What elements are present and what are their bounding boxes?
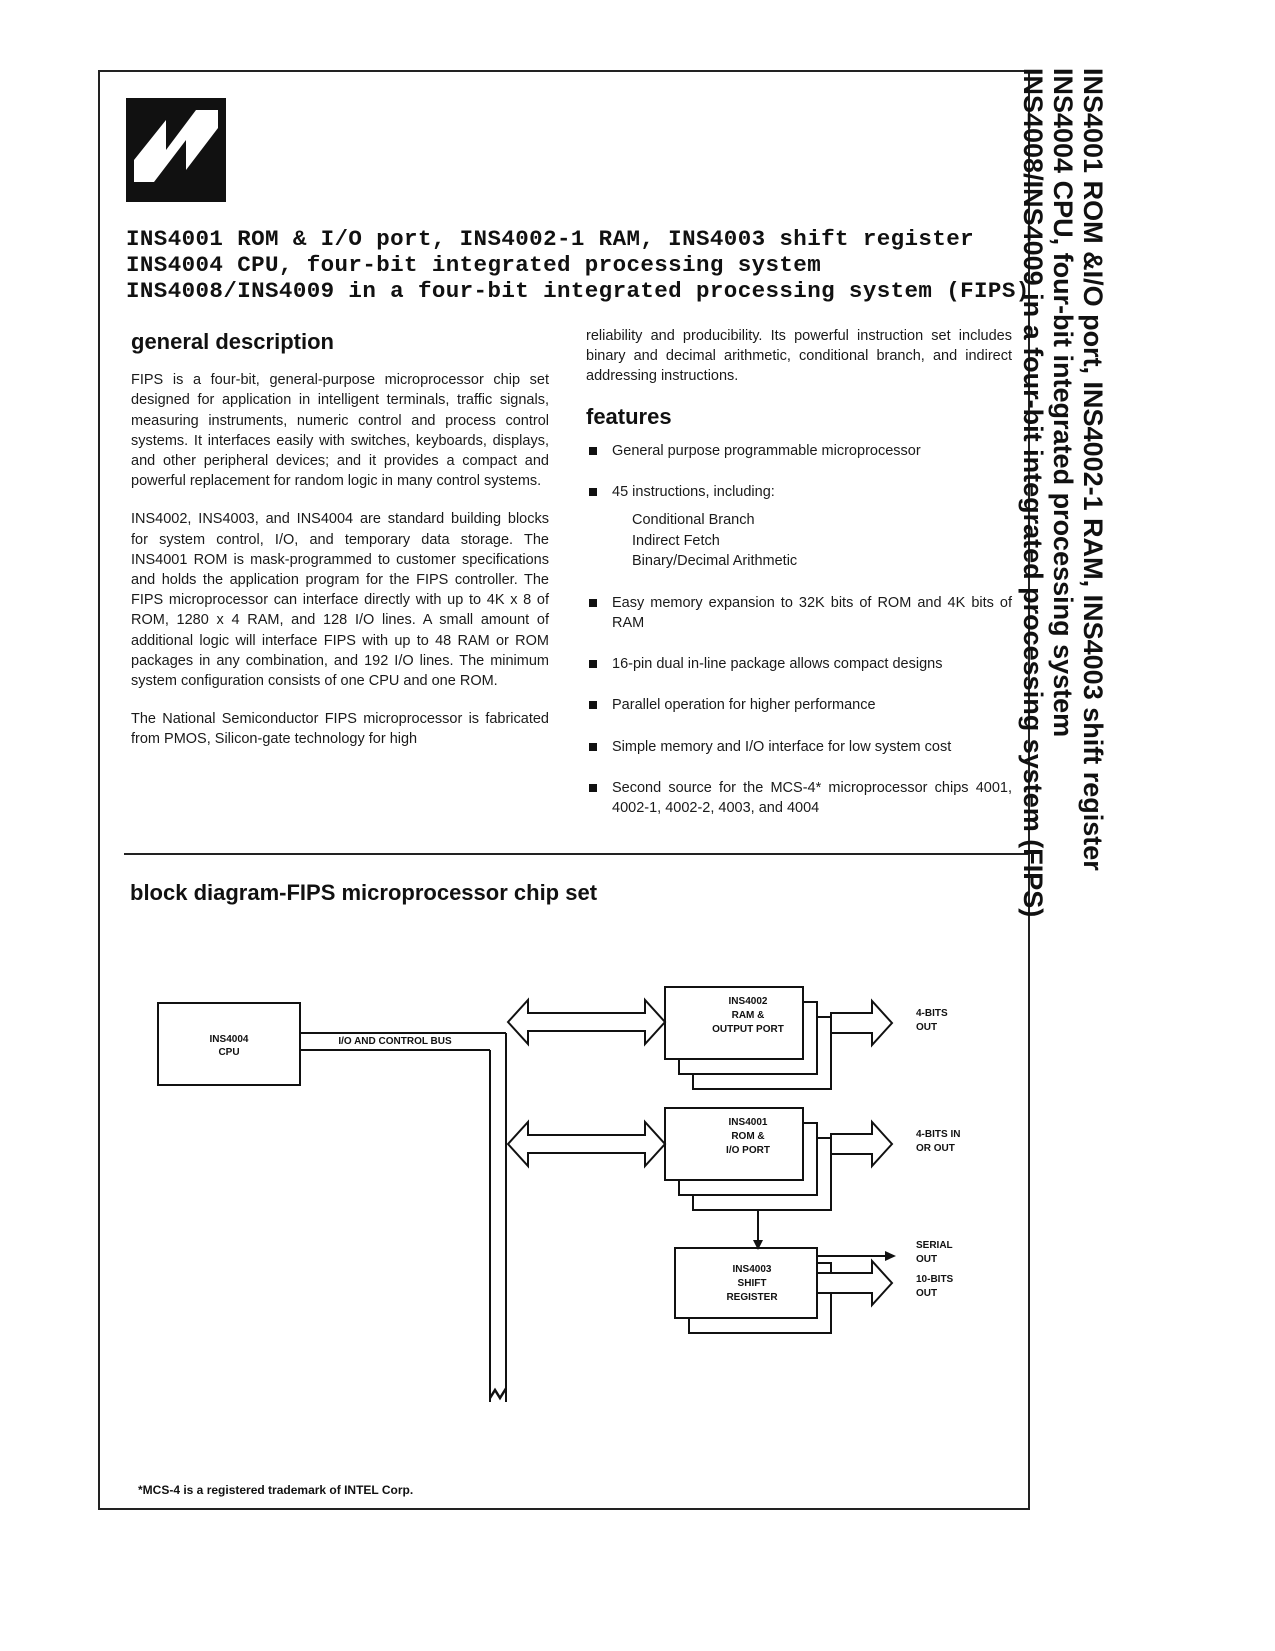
- description-paragraph: The National Semiconductor FIPS microprocessor is fabricated from PMOS, Silicon-gate technology for high: [131, 711, 549, 748]
- description-paragraph: INS4002, INS4003, and INS4004 are standard building blocks for system control, I/O, and temporary data storage. The INS4001 ROM is mask-programmed to customer specifications and holds the application program for the FIPS controller. The FIPS microprocessor can interface directly with up to 4K x 8 of ROM, 1280 x 4 RAM, and 128 I/O lines. A small amount of additional logic will interface FIPS with up to 48 RAM or ROM packages in any combination, and 192 I/O lines. The minimum system configuration consists of one CPU and one ROM.: [131, 511, 549, 690]
- feature-item: General purpose programmable microprocessor: [586, 441, 1012, 461]
- side-title-line-2: INS4004 CPU, four-bit integrated processing system: [1048, 68, 1078, 738]
- general-description-heading: general description: [131, 329, 334, 354]
- national-semiconductor-logo: [126, 98, 226, 202]
- serial-out-arrowhead: [885, 1251, 896, 1261]
- serial-out-label: SERIAL OUT: [916, 1240, 953, 1265]
- bullet-icon: [589, 447, 597, 455]
- left-column: [131, 329, 549, 768]
- rom-out-label: 4-BITS IN OR OUT: [916, 1129, 961, 1154]
- feature-sub-item: Binary/Decimal Arithmetic: [632, 553, 798, 570]
- description-continuation: reliability and producibility. Its powerful instruction set includes binary and decimal arithmetic, conditional branch, and indirect addressing instructions.: [586, 328, 1012, 385]
- feature-sub-item: Indirect Fetch: [632, 532, 720, 549]
- side-title-line-3: INS4008/INS4009 in a four-bit integrated processing system (FIPS): [1018, 68, 1048, 918]
- block-diagram: [140, 980, 1020, 1430]
- trademark-footnote: *MCS-4 is a registered trademark of INTEL Corp.: [138, 1483, 414, 1497]
- feature-item: 16-pin dual in-line package allows compact designs: [586, 654, 1012, 674]
- right-column: [586, 326, 1012, 839]
- bullet-icon: [589, 701, 597, 709]
- bullet-icon: [589, 599, 597, 607]
- shift-label: INS4003 SHIFT REGISTER: [726, 1264, 778, 1303]
- ram-out-arrow: [831, 1001, 892, 1045]
- title-line-2: INS4004 CPU, four-bit integrated processing system: [126, 252, 822, 278]
- feature-item: Parallel operation for higher performance: [586, 695, 1012, 715]
- title-line-3: INS4008/INS4009 in a four-bit integrated processing system (FIPS): [126, 278, 1030, 304]
- feature-item: Second source for the MCS-4* microprocessor chips 4001, 4002-1, 4002-2, 4003, and 4004: [586, 778, 1012, 818]
- bullet-icon: [589, 660, 597, 668]
- bullet-icon: [589, 743, 597, 751]
- description-paragraph: FIPS is a four-bit, general-purpose microprocessor chip set designed for application in intelligent terminals, traffic signals, measuring instruments, numeric control and process control systems. It interfaces easily with switches, keyboards, displays, and other peripheral devices; and it provides a compact and powerful replacement for random logic in many control systems.: [131, 372, 549, 490]
- features-list: [586, 441, 1012, 818]
- bullet-icon: [589, 784, 597, 792]
- feature-sub-list: [632, 510, 1012, 572]
- bullet-icon: [589, 488, 597, 496]
- title-line-1: INS4001 ROM & I/O port, INS4002-1 RAM, INS4003 shift register: [126, 226, 975, 252]
- feature-sub-item: Conditional Branch: [632, 512, 755, 529]
- feature-item: 45 instructions, including: Conditional Branch Indirect Fetch Binary/Decimal Arithmetic: [586, 482, 1012, 572]
- ram-out-label: 4-BITS OUT: [916, 1008, 948, 1033]
- rom-bus-arrow: [508, 1122, 665, 1166]
- bus-label: I/O AND CONTROL BUS: [338, 1036, 452, 1047]
- features-heading: features: [586, 403, 672, 429]
- ram-bus-arrow: [508, 1000, 665, 1044]
- rom-out-arrow: [831, 1122, 892, 1166]
- feature-item: Simple memory and I/O interface for low system cost: [586, 737, 1012, 757]
- side-title-line-1: INS4001 ROM &I/O port, INS4002-1 RAM, INS4003 shift register: [1078, 68, 1108, 871]
- rom-label: INS4001 ROM & I/O PORT: [726, 1117, 770, 1156]
- section-divider: [124, 853, 1030, 855]
- ram-label: INS4002 RAM & OUTPUT PORT: [712, 996, 784, 1035]
- feature-item: Easy memory expansion to 32K bits of ROM and 4K bits of RAM: [586, 593, 1012, 633]
- block-diagram-title: block diagram-FIPS microprocessor chip set: [130, 880, 598, 905]
- side-title: [1018, 68, 1108, 1068]
- document-title: [126, 226, 1030, 304]
- cpu-label: INS4004 CPU: [209, 1034, 249, 1058]
- parallel-out-label: 10-BITS OUT: [916, 1274, 954, 1299]
